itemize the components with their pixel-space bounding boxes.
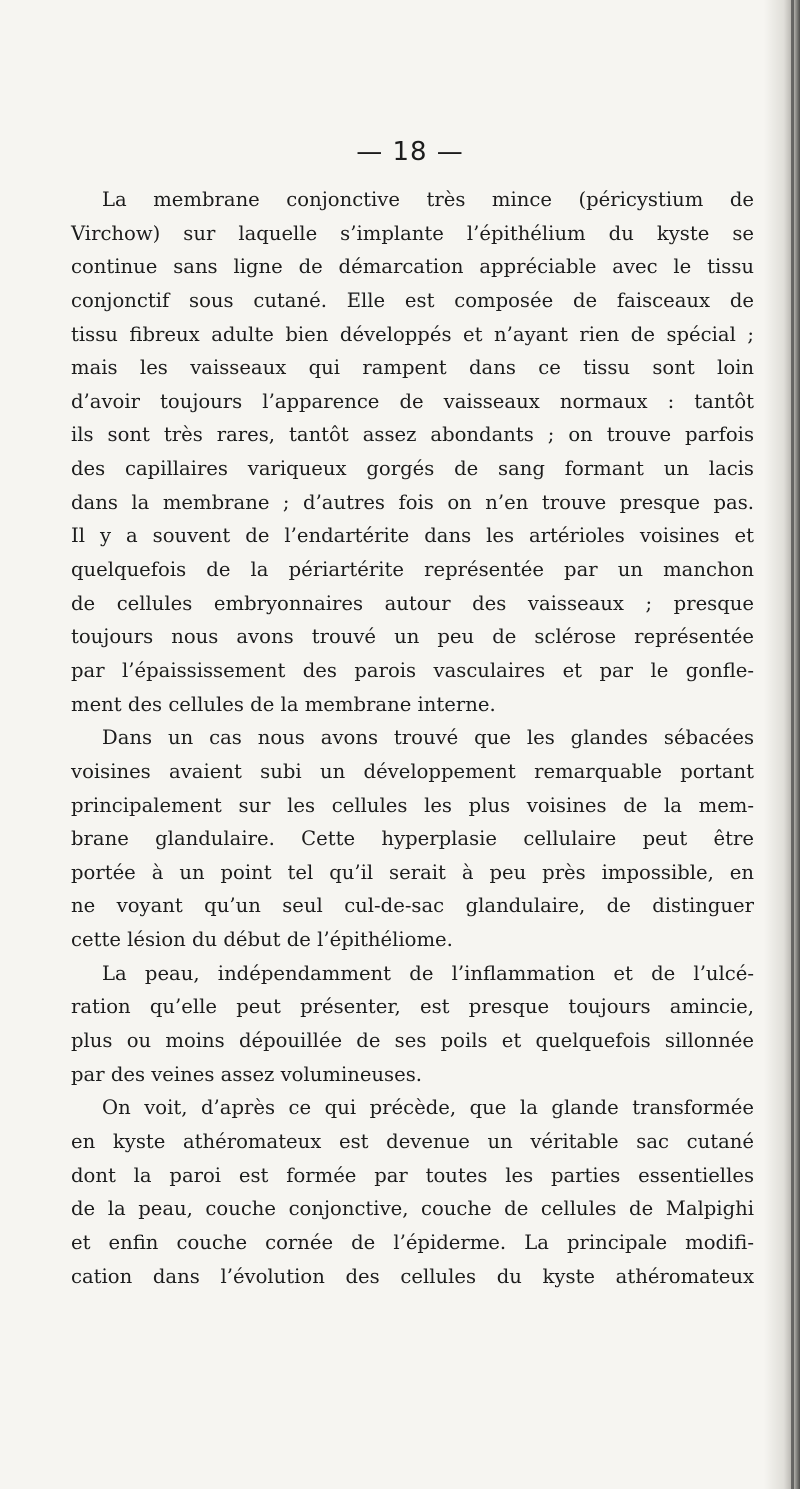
text-line: portée à un point tel qu’il serait à peu près impossible, en (71, 860, 754, 884)
text-line: Virchow) sur laquelle s’implante l’épithélium du kyste se (71, 221, 754, 245)
text-line: cation dans l’évolution des cellules du kyste athéromateux (71, 1264, 754, 1288)
page-number: — 18 — (356, 137, 464, 167)
text-line: ration qu’elle peut présenter, est presque toujours amincie, (71, 995, 754, 1019)
text-line: brane glandulaire. Cette hyperplasie cellulaire peut être (71, 827, 754, 851)
body-text (71, 183, 754, 1293)
text-line: mais les vaisseaux qui rampent dans ce tissu sont loin (71, 356, 754, 380)
text-line: On voit, d’après ce qui précède, que la glande transformée (102, 1096, 754, 1120)
text-line: de la peau, couche conjonctive, couche de cellules de Malpighi (71, 1197, 754, 1221)
text-line: dans la membrane ; d’autres fois on n’en trouve presque pas. (71, 490, 754, 514)
text-line: toujours nous avons trouvé un peu de sclérose représentée (71, 625, 754, 649)
text-line: d’avoir toujours l’apparence de vaisseaux normaux : tantôt (71, 389, 754, 413)
text-line: en kyste athéromateux est devenue un véritable sac cutané (71, 1129, 754, 1153)
text-line: et enfin couche cornée de l’épiderme. La principale modifi- (71, 1230, 754, 1254)
text-line: Il y a souvent de l’endartérite dans les artérioles voisines et (71, 524, 754, 548)
text-line: par l’épaississement des parois vasculaires et par le gonfle- (71, 658, 754, 682)
text-line: ne voyant qu’un seul cul-de-sac glandulaire, de distinguer (71, 894, 754, 918)
text-line: principalement sur les cellules les plus voisines de la mem- (71, 793, 754, 817)
page-edge-shadow (764, 0, 800, 1489)
text-line: conjonctif sous cutané. Elle est composée de faisceaux de (71, 288, 754, 312)
text-line: dont la paroi est formée par toutes les parties essentielles (71, 1163, 754, 1187)
text-line: plus ou moins dépouillée de ses poils et quelquefois sillonnée (71, 1029, 754, 1053)
text-line: tissu fibreux adulte bien développés et n’ayant rien de spécial ; (71, 322, 754, 346)
text-line: quelquefois de la périartérite représentée par un manchon (71, 558, 754, 582)
text-line: cette lésion du début de l’épithéliome. (71, 928, 453, 952)
text-line: des capillaires variqueux gorgés de sang formant un lacis (71, 457, 754, 481)
text-line: ment des cellules de la membrane interne. (71, 692, 496, 716)
text-line: La peau, indépendamment de l’inflammation et de l’ulcé- (102, 961, 754, 985)
text-line: Dans un cas nous avons trouvé que les glandes sébacées (102, 726, 754, 750)
text-line: continue sans ligne de démarcation appréciable avec le tissu (71, 255, 754, 279)
text-line: ils sont très rares, tantôt assez abondants ; on trouve parfois (71, 423, 754, 447)
text-line: par des veines assez volumineuses. (71, 1062, 422, 1086)
text-line: La membrane conjonctive très mince (péricystium de (102, 188, 754, 211)
page-binding-edge (791, 0, 794, 1489)
text-line: de cellules embryonnaires autour des vaisseaux ; presque (71, 591, 754, 615)
text-line: voisines avaient subi un développement remarquable portant (71, 759, 754, 783)
